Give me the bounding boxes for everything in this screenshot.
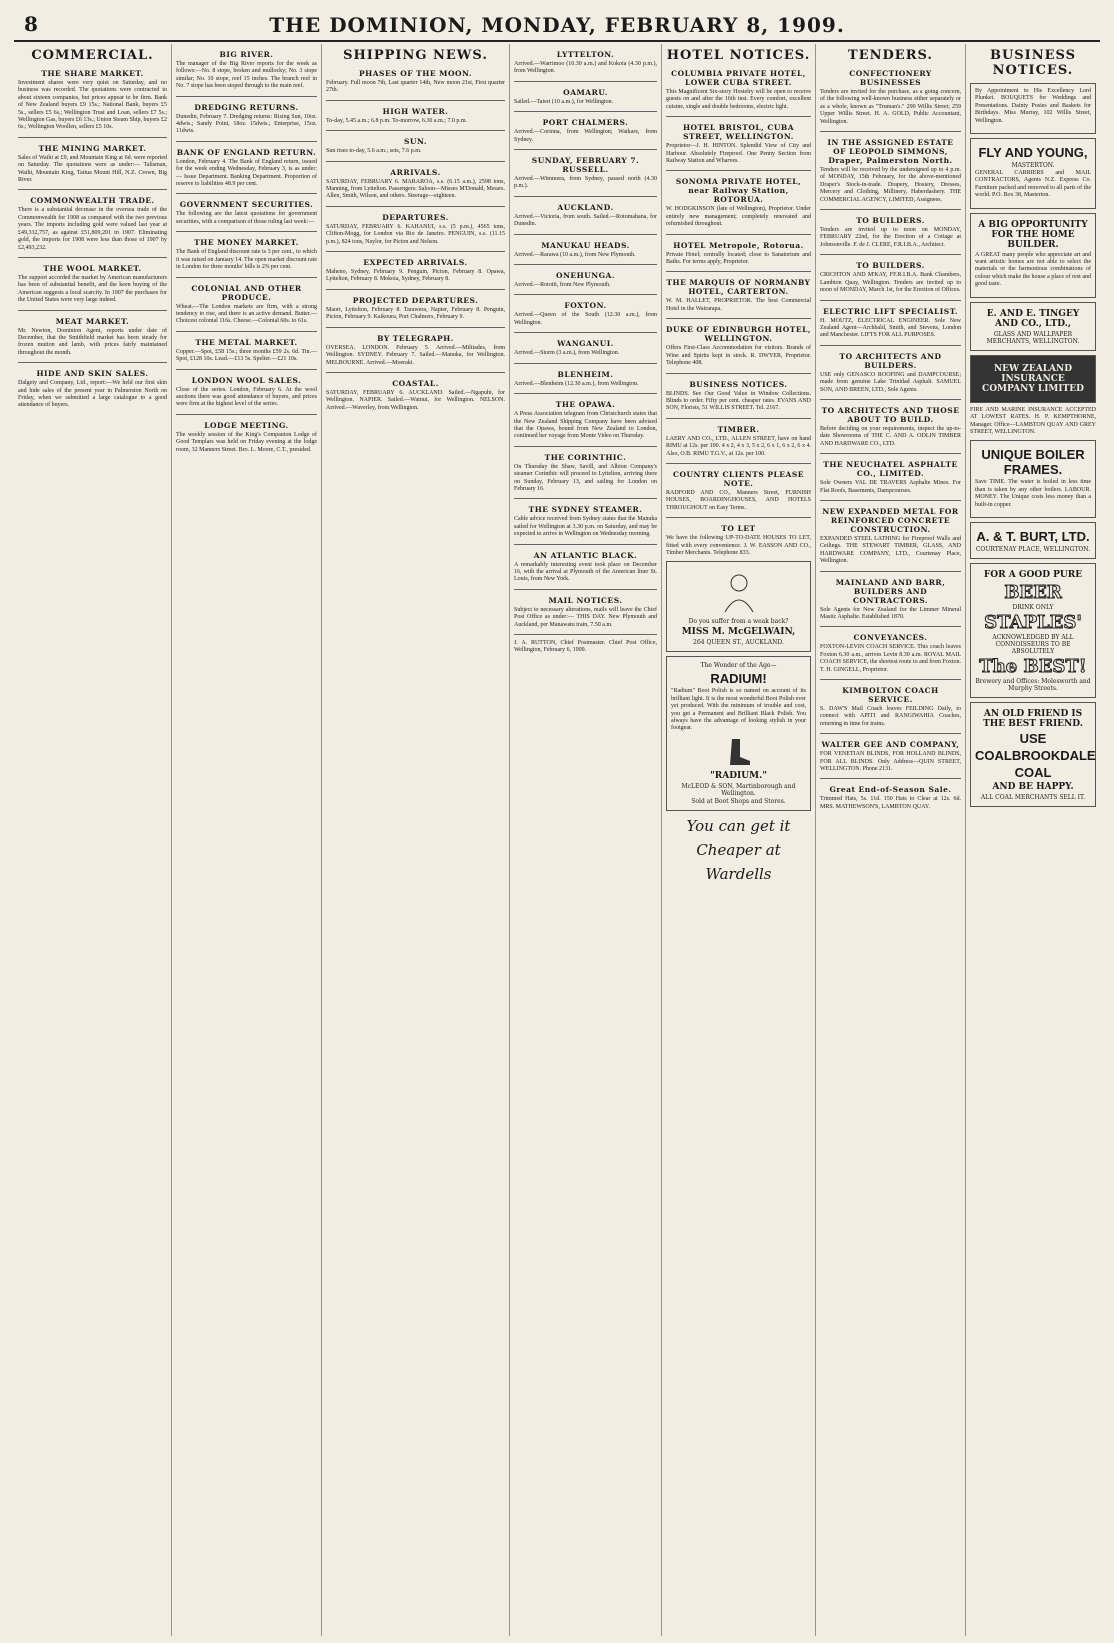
article-heading: TO LET (721, 524, 756, 534)
article-heading: IN THE ASSIGNED ESTATE OF LEOPOLD SIMMONS, Draper, Palmerston North. (827, 138, 954, 166)
article-heading: AUCKLAND. (557, 202, 614, 212)
column-rule (820, 571, 961, 572)
article-text: H. MOUTZ, ELECTRICAL ENGINEER. Sole New Zealand Agent—Archbald, Smith, and Stevens, London and Manchester. LIFTS FOR ALL PURPOSES. (820, 317, 961, 339)
column-rule (514, 393, 657, 394)
radium-sold: Sold at Boot Shops and Stores. (691, 797, 786, 805)
article-heading: TO BUILDERS. (856, 261, 925, 271)
advert-name: MISS M. McGELWAIN, (681, 627, 796, 638)
article-text: The following are the latest quotations for government securities, with a comparison of those ruling last week:— (176, 211, 317, 225)
article-heading: HOTEL BRISTOL, CUBA STREET, WELLINGTON. (682, 123, 795, 142)
column-tenders (816, 44, 966, 1636)
article-heading: BIG RIVER. (219, 50, 274, 59)
column-rule (820, 626, 961, 627)
article-text: Trimmed Hats, 5s. 11d. 150 Hats to Clear at 12s. 6d. MRS. MATHEWSON'S, LAMBTON QUAY. (820, 796, 961, 810)
article-heading: COASTAL. (392, 378, 439, 388)
script-line: You can get it (686, 816, 791, 835)
article-text: Arrived.—Wimmera, from Sydney, passed north (4.30 p.m.). (514, 176, 657, 190)
column-rule (820, 254, 961, 255)
column-rule (666, 517, 811, 518)
article-heading: OAMARU. (563, 87, 608, 97)
article-text: FOXTON-LEVIN COACH SERVICE. This coach leaves Foxton 6.30 a.m., arrives Levin 8.30 a.m. ROYAL MAIL COACH SERVICE, the shortest route to and from Foxton. T. H. GINGELL, Proprietor. (820, 644, 961, 673)
article-text: There is a substantial decrease in the oversea trade of the Commonwealth for 1908 as compared with the two previous years. The imports including gold were valued last year at £49,332,757, as against £51,809,201 in 1907. Eliminating gold, the imports for 1908 were less than those of 1907 by £2,493,232. (18, 207, 167, 251)
article-heading: HIGH WATER. (382, 106, 449, 116)
beer-word: BEER (1004, 581, 1062, 603)
article-text: A Press Association telegram from Christchurch states that the New Zealand Shipping Company have been advised that the Opawa, bound from New Zealand to London, continued her voyage from Monte Video on Thursday. (514, 411, 657, 440)
boiler-advert (970, 440, 1096, 518)
article-heading: HIDE AND SKIN SALES. (36, 369, 149, 379)
article-text: Subject to necessary alterations, mails will leave the Chief Post Office as under:— THIS DAY. New Plymouth and Auckland, per Manawatu train, 7.50 a.m. (514, 606, 657, 628)
article-text: RADFORD AND CO., Manners Street, FURNISH HOUSES, BOARDINGHOUSES, AND HOTELS THROUGHOUT on Easy Terms. (666, 489, 811, 511)
article-text: Arrived.—Victoria, from south. Sailed.—Rotomahana, for Dunedin. (514, 213, 657, 228)
article-heading: TO ARCHITECTS AND THOSE ABOUT TO BUILD. (821, 405, 960, 424)
radium-body: "Radium" Boot Polish is so named on account of its brilliant light. It is the most wonderful Boot Polish ever yet produced. With the minimum of trouble and cost, you get a Permanent and Brilliant Black Polish. You always have the advantage of looking stylish in your footgear. (671, 688, 806, 732)
article-heading: BLENHEIM. (557, 369, 614, 379)
article-text: Tenders are invited for the purchase, as a going concern, of the following well-known business either separately or as a whole, known as "Truman's." 290 Willis Street; 259 Upper Willis Street. H. A. GOLD, Public Accountant, Wellington. (820, 89, 961, 125)
insurance-emblem (970, 355, 1096, 403)
coal-brand: COALBROOKDALE (975, 747, 1096, 763)
article-text: Sole Agents for New Zealand for the Limmer Mineral Mastic Asphalte. Established 1870. (820, 606, 961, 620)
coalbrookdale-advert (970, 702, 1096, 807)
column-rule (514, 332, 657, 333)
article-heading: THE NEUCHATEL ASPHALTE CO., LIMITED. (823, 460, 958, 479)
article-text: Private Hotel; centrally located; close to Sanatorium and Baths. For terms apply, Proprietor. (666, 251, 811, 266)
advert-address: 264 QUEEN ST., AUCKLAND. (693, 639, 784, 647)
article-text: S. DAW'S Mail Coach leaves FEILDING Daily, to connect with APITI and RANGIWAHIA Coaches, returning in time for trains. (820, 706, 961, 727)
article-text: Investment shares were very quiet on Saturday, and no business was recorded. The quotations were contracted to about sixteen companies, but prices appear to be firm. Bank of New Zealand buyers £9 15s.; National Bank, buyers £5 5s., sellers £5 6s.; Wellington Trust and Loan, sellers £7 5s.; Wellington Gas, buyers £6 13s.; Union Steam Ship, buyers £2 6s.; Wellington Woollen, sellers £5 10s. (18, 80, 167, 131)
column-rule (514, 149, 657, 150)
article-text: SATURDAY, FEBRUARY 6. AUCKLAND. Sailed.—Ngapuhi, for Wellington. NAPIER. Sailed.—Wainui, for Wellington. NELSON. Arrived.—Waverley, from Wellington. (326, 389, 505, 411)
column-rule (666, 463, 811, 464)
column-rule (820, 300, 961, 301)
article-heading: BY TELEGRAPH. (377, 333, 454, 343)
article-heading: WANGANUI. (557, 339, 614, 349)
section-heading: TENDERS. (848, 48, 933, 63)
article-heading: COLUMBIA PRIVATE HOTEL, LOWER CUBA STREET. (671, 69, 806, 87)
column-rule (820, 399, 961, 400)
advert-title: A BIG OPPORTUNITY FOR THE HOME BUILDER. (978, 219, 1088, 250)
script-line: Cheaper at (696, 840, 781, 859)
article-text: The Bank of England discount rate is 3 per cent., to which it was raised on January 14. The open market discount rate in London for three months' bills is 2⅝ per cent. (176, 249, 318, 271)
column-rule (176, 277, 317, 278)
article-text: Arrived.—Storm (3 a.m.), from Wellington. (514, 350, 620, 357)
column-rule (666, 234, 811, 235)
column-rule (820, 500, 961, 501)
section-heading: HOTEL NOTICES. (666, 48, 811, 63)
article-heading: PORT CHALMERS. (542, 118, 629, 128)
article-text: Arrived.—Rotoiti, from New Plymouth. (514, 282, 611, 289)
article-text: Arrived.—Queen of the South (12.30 a.m.), from Wellington. (514, 312, 657, 326)
article-heading: THE MINING MARKET. (38, 143, 147, 153)
advert-title: AN OLD FRIEND IS THE BEST FRIEND. (983, 708, 1083, 729)
advert-title: E. AND E. TINGEY AND CO., LTD., (986, 308, 1080, 329)
advert-title: A. & T. BURT, LTD. (976, 528, 1090, 544)
column-rule (326, 206, 505, 207)
article-heading: COLONIAL AND OTHER PRODUCE. (191, 283, 302, 302)
article-heading: ARRIVALS. (390, 167, 441, 177)
staples-beer-advert (970, 563, 1096, 698)
article-heading: COUNTRY CLIENTS PLEASE NOTE. (673, 469, 804, 488)
advert-title: UNIQUE BOILER FRAMES. (981, 447, 1085, 478)
article-text: We have the following UP-TO-DATE HOUSES TO LET, fitted with every convenience. J. W. EASSON AND CO., Timber Merchants. Telephone 833. (666, 535, 811, 556)
article-text: W. HODGKINSON (late of Wellington), Proprietor. Under entirely new management; completely renovated and refurnished throughout. (666, 206, 811, 228)
column-rule (326, 251, 505, 252)
column-rule (666, 418, 811, 419)
article-text: OVERSEA. LONDON. February 5. Arrived.—Miltiades, from Wellington. SYDNEY. February 7. Sailed.—Manuka, for Wellington. MELBOURNE. Arrived.—Moeraki. (326, 344, 505, 366)
drink-only: DRINK ONLY (1012, 603, 1054, 611)
column-rule (326, 327, 505, 328)
article-text: Sun rises to-day, 5.6 a.m.; sets, 7.6 p.m. (326, 148, 422, 155)
staples-word: STAPLES' (984, 611, 1082, 633)
article-heading: THE WOOL MARKET. (43, 263, 142, 273)
column-rule (820, 209, 961, 210)
article-text: EXPANDED STEEL LATHING for Fireproof Walls and Ceilings. THE STEWART TIMBER, GLASS, AND HARDWARE COMPANY, LTD., Courtenay Place, Wellington. (820, 535, 961, 565)
column-rule (666, 271, 811, 272)
brewery-address: Brewery and Offices: Molesworth and Murphy Streets. (975, 677, 1091, 692)
article-text: Arrived.—Warrimoo (10.30 a.m.) and Kokoia (4.30 p.m.), from Wellington. (514, 61, 657, 75)
article-heading: CONVEYANCES. (853, 633, 928, 643)
article-heading: THE METAL MARKET. (195, 337, 298, 347)
article-heading: HOTEL Metropole, Rotorua. (673, 240, 804, 250)
article-text: Sailed.—Taieri (10 a.m.), for Wellington. (514, 98, 614, 105)
article-heading: NEW EXPANDED METAL FOR REINFORCED CONCRETE CONSTRUCTION. (822, 506, 959, 534)
column-rule (18, 310, 167, 311)
woman-portrait-icon (719, 570, 759, 614)
section-heading: SHIPPING NEWS. (343, 48, 488, 63)
advert-text: A GREAT many people who appreciate art and want artistic homes are not able to select the materials or the harmonious combinations of colour which make the house a place of rest and good taste. (975, 251, 1091, 288)
article-heading: ELECTRIC LIFT SPECIALIST. (823, 306, 958, 316)
column-rule (514, 544, 657, 545)
advert-text: By Appointment to His Excellency Lord Plunket. BOUQUETS for Weddings and Presentations. Dainty Posies and Baskets for Birthdays. Miss Murray, 102 Willis Street, Wellington. (975, 88, 1091, 124)
article-text: Arrived.—Rarawa (10 a.m.), from New Plymouth. (514, 251, 636, 258)
fly-young-advert (970, 138, 1096, 209)
newspaper-columns (14, 44, 1100, 1636)
column-rule (18, 362, 167, 363)
article-text: Proprietor—J. H. HINTON. Splendid View of City and Harbour. Absolutely Fireproof. One Penny Section from Railway Station and Wharves. (666, 143, 811, 165)
article-text: J. A. RUTTON, Chief Postmaster. Chief Post Office, Wellington, February 6, 1909. (514, 640, 657, 654)
article-heading: GOVERNMENT SECURITIES. (179, 200, 314, 210)
column-rule (176, 331, 317, 332)
article-heading: AN ATLANTIC BLACK. (533, 550, 638, 560)
article-text: Maheno, Sydney, February 9. Penguin, Picton, February 8. Opawa, Lyttelton, February 8. Mokoia, Sydney, February 8. (326, 269, 505, 283)
column-rule (514, 634, 657, 635)
column-rule (820, 778, 961, 779)
section-heading: BUSINESS NOTICES. (989, 48, 1077, 78)
article-heading: KIMBOLTON COACH SERVICE. (842, 686, 939, 705)
page-number: 8 (24, 12, 38, 36)
column-rule (18, 137, 167, 138)
column-rule (176, 369, 317, 370)
radium-advert (666, 656, 811, 810)
article-heading: BUSINESS NOTICES. (689, 379, 788, 389)
article-text: Tenders will be received by the undersigned up to 4 p.m. of MONDAY, 15th February, for the above-mentioned Draper's Stock-in-trade. Drapery, Hosiery, Dresses, Mercery and Clothing, Millinery, Haberdashery. THE COMMERCIAL AGENCY, LIMITED, Assignees. (820, 167, 961, 203)
column-rule (514, 264, 657, 265)
article-text: The manager of the Big River reports for the week as follows:—No. 8 stope, broken and mullocky; No. 3 stope similar; No. 10 stope, reef 15 inches. The branch reef in No. 7 stope has been stoped through to the main reef. (176, 61, 317, 90)
article-text: Maori, Lyttelton, February 8. Tarawera, Napier, February 8. Penguin, Picton, February 9. Kaikoura, Port Chalmers, February 9. (326, 306, 505, 321)
mcgelwain-advert (666, 561, 811, 652)
column-rule (326, 130, 505, 131)
advert-subtitle: MASTERTON. (1011, 162, 1055, 170)
script-line: Wardells (705, 864, 772, 883)
column-rule (514, 196, 657, 197)
column-rule (326, 100, 505, 101)
column-rule (176, 96, 317, 97)
article-heading: SONOMA PRIVATE HOTEL, near Railway Station, ROTORUA. (675, 177, 802, 205)
article-text: To-day, 5.45 a.m.; 6.8 p.m. To-morrow, 6.30 a.m.; 7.0 p.m. (326, 117, 468, 124)
article-heading: BANK OF ENGLAND RETURN. (176, 147, 317, 157)
article-heading: THE SYDNEY STEAMER. (528, 505, 643, 515)
handwritten-advert (666, 817, 811, 883)
column-rule (176, 231, 317, 232)
column-rule (514, 234, 657, 235)
best-word: The BEST! (979, 655, 1087, 677)
column-rule (18, 189, 167, 190)
column-rule (820, 131, 961, 132)
advert-text: GENERAL CARRIERS and MAIL CONTRACTORS, Agents N.Z. Express Co. Furniture packed and removed to all parts of the world. P.O. Box 38, Masterton. (975, 170, 1091, 199)
column-rule (514, 294, 657, 295)
article-text: Wheat.—The London markets are firm, with a strong tendency to rise, and there is an active demand. Butter.—Choicest colonial 116s. Cheese.—Colonial 60s. to 61s. (176, 303, 317, 325)
article-heading: PHASES OF THE MOON. (358, 69, 473, 78)
column-shipping (322, 44, 510, 1636)
column-rule (326, 372, 505, 373)
radium-maker: McLEOD & SON, Martinborough and Wellington. (681, 782, 796, 797)
burt-advert (970, 522, 1096, 559)
article-text: SATURDAY, FEBRUARY 6. MARAROA, s.s. (6.15 a.m.), 2598 tons, Manning, from Lyttelton. Passengers: Saloon—Misses M'Donald, Messrs. Allen, Smith, Wilson, and others. Steerage—eighteen. (326, 178, 505, 200)
article-text: Arrived.—Blenheim (12.30 a.m.), from Wellington. (514, 380, 639, 387)
column-rule (514, 498, 657, 499)
article-heading: SUNDAY, FEBRUARY 7. RUSSELL. (531, 156, 640, 175)
use-word: USE (1019, 730, 1047, 746)
article-heading: LYTTELTON. (556, 50, 615, 59)
florist-advert (970, 83, 1096, 134)
article-heading: THE SHARE MARKET. (41, 69, 144, 78)
article-text: Cable advice received from Sydney states that the Manuka sailed for Wellington at 3.30 p.m. on Saturday, and may be expected to arrive in Wellington on Wednesday morning. (514, 516, 657, 538)
advert-subtitle: ALL COAL MERCHANTS SELL IT. (980, 793, 1086, 801)
article-heading: FOXTON. (564, 301, 607, 311)
column-rule (326, 289, 505, 290)
article-heading: TIMBER. (717, 424, 760, 434)
article-heading: MEAT MARKET. (55, 316, 130, 326)
article-text: Dunedin, February 7. Dredging returns: Rising Sun, 10oz. 4dwts.; Sandy Point, 18oz. 15dwts.; Enterprise, 15oz. 11dwts. (176, 113, 317, 135)
article-text: Close of the series. London, February 6. At the wool auctions there was good attendance of buyers, and prices were firm at the highest level of the series. (176, 386, 317, 408)
advert-title: FLY AND YOUNG, (978, 145, 1088, 161)
emblem-text: NEW ZEALAND INSURANCE COMPANY LIMITED (982, 363, 1084, 394)
column-rule (326, 161, 505, 162)
article-heading: ONEHUNGA. (556, 271, 615, 281)
article-heading: DUKE OF EDINBURGH HOTEL, WELLINGTON. (666, 325, 811, 344)
column-rule (820, 679, 961, 680)
column-rule (514, 111, 657, 112)
column-rule (666, 318, 811, 319)
newspaper-title: THE DOMINION, MONDAY, FEBRUARY 8, 1909. (269, 13, 845, 37)
column-rule (176, 193, 317, 194)
article-heading: Great End-of-Season Sale. (829, 785, 952, 795)
column-rule (176, 414, 317, 415)
article-heading: THE MARQUIS OF NORMANBY HOTEL, CARTERTON. (666, 278, 811, 297)
article-text: USE only GENASCO ROOFING and DAMPCOURSE; made from genuine Lake Trinidad Asphalt. SAMUEL SON, AND BREEN, LTD., Sole Agents. (820, 371, 961, 393)
article-heading: PROJECTED DEPARTURES. (352, 295, 479, 305)
radium-brand: "RADIUM." (710, 770, 767, 781)
advert-subtitle: COURTENAY PLACE, WELLINGTON. (975, 545, 1091, 553)
article-heading: SUN. (404, 137, 427, 147)
column-rule (514, 81, 657, 82)
article-text: This Magnificent Six-story Hostelry will be open to receive guests on and after the 16th inst. Every comfort, excellent cuisine, single and double bedrooms, electric light. (666, 89, 811, 110)
advert-line: Do you suffer from a weak back? (688, 618, 789, 626)
be-happy: AND BE HAPPY. (992, 781, 1074, 792)
column-rule (820, 345, 961, 346)
article-heading: THE CORINTHIC. (544, 452, 627, 462)
article-heading: DREDGING RETURNS. (194, 102, 299, 112)
article-text: BLINDS. See Our Good Value in Window Collections. Blinds to order. Fifty per cent. cheaper rates. EVANS AND SON, Florists, 51 WILLIS STREET. Tel. 2167. (666, 390, 811, 412)
insurance-text: FIRE AND MARINE INSURANCE ACCEPTED AT LOWEST RATES. H. P. KEMPTHORNE, Manager. Office—LAMBTON QUAY AND GREY STREET, WELLINGTON. (970, 406, 1096, 435)
article-heading: LODGE MEETING. (204, 420, 289, 430)
column-rule (666, 116, 811, 117)
article-text: On Thursday the Shaw, Savill, and Albion Company's steamer Corinthic will proceed to Lyttelton, arriving there on Sunday, February 13, and sailing for London on February 16. (514, 463, 657, 492)
article-text: Copper.—Spot, £58 15s.; three months £59 2s. 6d. Tin.—Spot, £128 10s. Lead.—£13 5s. Spelter.—£21 10s. (176, 348, 317, 363)
acknowledged: ACKNOWLEDGED BY ALL CONNOISSEURS TO BE ABSOLUTELY (992, 633, 1074, 655)
article-heading: LONDON WOOL SALES. (191, 375, 302, 385)
article-text: Offers First-Class Accommodation for visitors. Brands of Wine and Spirits kept in stock. R. DWYER, Proprietor. Telephone 408. (666, 345, 811, 367)
column-rule (666, 373, 811, 374)
article-heading: DEPARTURES. (382, 212, 449, 222)
column-rule (514, 363, 657, 364)
column-rule (666, 170, 811, 171)
column-hotel-notices (662, 44, 816, 1636)
section-heading: COMMERCIAL. (31, 48, 154, 63)
article-text: Sales of Waihi at £9, and Mountain King at 6d. were reported on Saturday. The quotations were as under:— Talisman, Waihi, Mountain King, Taitua Mount Hill, N.Z. Crown, Big River. (18, 154, 167, 184)
column-rule (820, 453, 961, 454)
article-heading: MANUKAU HEADS. (541, 240, 630, 250)
article-text: SATURDAY, FEBRUARY 6. KAHANUI, s.s. (5 p.m.), 4565 tons, Clifton-Mogg, for London via Rio de Janeiro. PENGUIN, s.s. (11.15 p.m.), 824 tons, Naylor, for Picton and Nelson. (326, 223, 505, 245)
article-text: Arrived.—Corinna, from Wellington; Waikare, from Sydney. (514, 129, 657, 143)
article-text: LAERY AND CO., LTD., ALLEN STREET, have on hand RIMU at 12s. per 100. 4 x 2, 4 x 3, 5 x 2, 6 x 1, 6 x 2, 6 x 4. Also, O.B. RIMU T.G.V., at 12s. per 100. (666, 435, 811, 457)
article-text: CRICHTON AND M'KAY, FF.R.I.B.A. Bank Chambers, Lambton Quay, Wellington. Tenders are invited up to noon of MONDAY, March 1st, for the Erection of Offices. (820, 272, 961, 294)
column-rule (514, 446, 657, 447)
article-text: Before deciding on your requirements, inspect the up-to-date Showrooms of THE C. AND A. ODLIN TIMBER AND HARDWARE CO., LTD. (820, 425, 961, 447)
article-heading: TO ARCHITECTS AND BUILDERS. (839, 351, 942, 370)
boot-icon (726, 737, 752, 767)
article-text: February. Full moon 7th, Last quarter 14th, New moon 21st, First quarter 27th. (326, 80, 505, 94)
article-heading: WALTER GEE AND COMPANY, (821, 740, 960, 750)
advert-subtitle: GLASS AND WALLPAPER MERCHANTS, WELLINGTON. (986, 330, 1080, 345)
article-text: Dalgety and Company, Ltd., report:—We held our first skin and hide sales of the present year in Palmerston North on Friday, when we submitted a large catalogue to a good attendance of buyers. (18, 380, 167, 409)
article-heading: THE OPAWA. (555, 400, 616, 410)
home-builder-advert (970, 213, 1096, 298)
column-rule (176, 141, 317, 142)
article-text: W. M. HALLET, PROPRIETOR. The best Commercial Hotel in the Wairarapa. (666, 298, 811, 312)
masthead (14, 10, 1100, 42)
column-rule (514, 589, 657, 590)
article-heading: THE MONEY MARKET. (194, 238, 299, 248)
column-business-notices (966, 44, 1100, 1636)
advert-text: Save TIME. The water is boiled in less time than is taken by any other boilers. LABOUR. MONEY. The Unique costs less money than a built-in copper. (975, 479, 1091, 508)
article-text: A remarkably interesting event took place on December 16, with the arrival at Plymouth of the American liner St. Louis, from New York. (514, 561, 657, 583)
column-shipping-continued (510, 44, 662, 1636)
article-heading: EXPECTED ARRIVALS. (363, 258, 468, 268)
column-commercial (14, 44, 172, 1636)
article-heading: CONFECTIONERY BUSINESSES (849, 69, 932, 87)
article-heading: MAIL NOTICES. (548, 595, 623, 605)
column-markets (172, 44, 322, 1636)
article-text: Sole Owners VAL DE TRAVERS Asphalte Mines. For Flat Roofs, Basements, Dampcourses. (820, 480, 961, 494)
article-text: FOR VENETIAN BLINDS, FOR HOLLAND BLINDS, FOR ALL BLINDS. Only Address—QUIN STREET, WELLINGTON. Phone 2131. (820, 751, 961, 773)
article-heading: COMMONWEALTH TRADE. (30, 196, 155, 206)
article-text: London, February 4. The Bank of England return, issued for the week ending Wednesday, February 3, is as under:— Issue Department. Banking Department. Proportion of reserve to liabilities 48.9 per cent. (176, 158, 317, 188)
article-text: The support accorded the market by American manufacturers has been of substantial benefit, and the keen buying of the American suggests a local scarcity. In 1907 the purchases for the United States were very large indeed. (18, 274, 167, 304)
article-text: Tenders are invited up to noon on MONDAY, FEBRUARY 22nd, for the Erection of a Cottage at Johnsonville. F. de J. CLERE, F.R.I.B.A., Architect. (820, 227, 961, 248)
article-text: The weekly session of the King's Companion Lodge of Good Templars was held on Friday evening at the lodge room, 32 Manners Street. Bro. L. Moore, C.T., presided. (176, 431, 317, 453)
advert-pre: FOR A GOOD PURE (983, 569, 1083, 580)
article-heading: MAINLAND AND BARR, BUILDERS AND CONTRACTORS. (835, 577, 946, 605)
column-rule (18, 257, 167, 258)
coal-word: COAL (1014, 764, 1052, 780)
radium-title: RADIUM! (710, 671, 767, 687)
article-text: Mr. Newton, Dominion Agent, reports under date of December, that the Smithfield market has been steady for frozen mutton and lamb, with prices fairly maintained throughout the month. (18, 327, 167, 356)
column-rule (820, 733, 961, 734)
article-heading: TO BUILDERS. (856, 216, 925, 226)
tingey-advert (970, 302, 1096, 351)
radium-intro: The Wonder of the Age— (700, 662, 777, 670)
